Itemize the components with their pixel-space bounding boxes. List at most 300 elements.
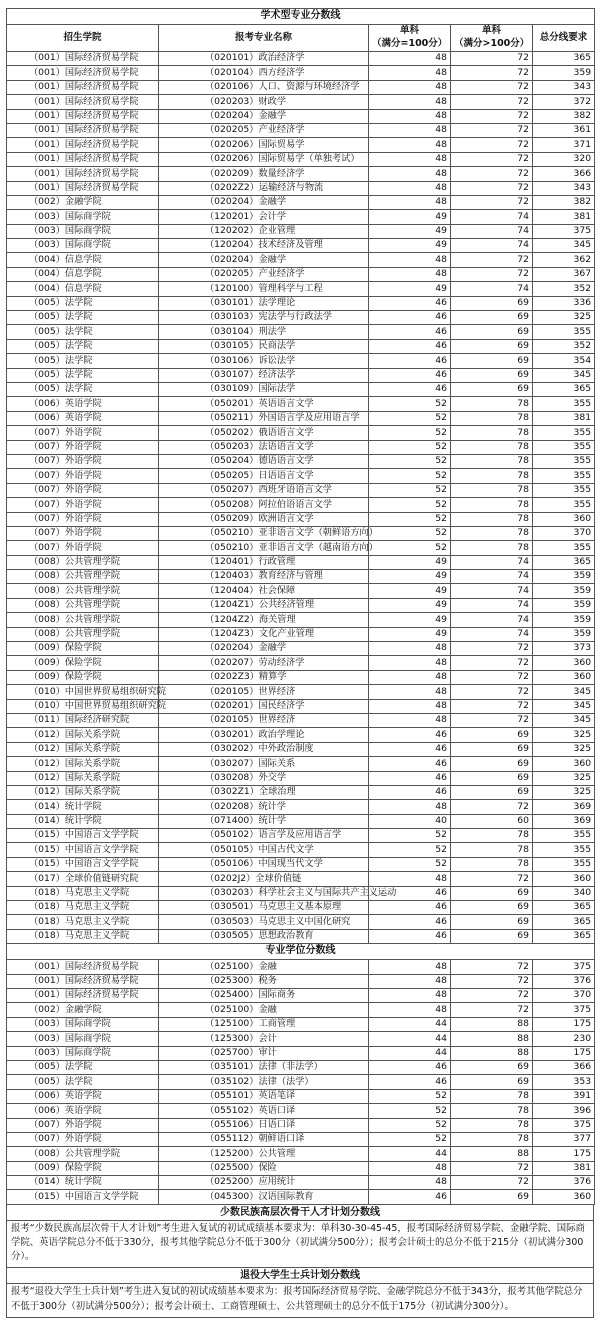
single-over-100-cell: 72 [451,1161,533,1175]
table-row [7,426,595,440]
major-cell: （020209）数量经济学 [159,167,369,181]
school-cell: （008）公共管理学院 [7,1147,159,1161]
table-row [7,152,595,166]
table-row [7,613,595,627]
table-row [7,440,595,454]
single-over-100-cell: 72 [451,181,533,195]
single-100-cell: 46 [369,339,451,353]
table-row [7,598,595,612]
single-100-cell: 48 [369,800,451,814]
total-cell: 175 [533,1017,595,1031]
single-100-cell: 52 [369,483,451,497]
single-over-100-cell: 74 [451,224,533,238]
single-over-100-cell: 69 [451,1075,533,1089]
single-100-cell: 49 [369,239,451,253]
total-cell: 359 [533,613,595,627]
table-row [7,138,595,152]
major-cell: （0302Z1）全球治理 [159,785,369,799]
single-over-100-cell: 72 [451,138,533,152]
total-cell: 382 [533,195,595,209]
total-cell: 355 [533,829,595,843]
total-cell: 365 [533,382,595,396]
school-cell: （010）中国世界贸易组织研究院 [7,699,159,713]
single-over-100-cell: 72 [451,195,533,209]
major-cell: （020204）金融学 [159,195,369,209]
major-cell: （050204）德语语言文学 [159,454,369,468]
single-100-cell: 49 [369,282,451,296]
single-over-100-cell: 78 [451,469,533,483]
single-over-100-cell: 74 [451,598,533,612]
total-cell: 325 [533,742,595,756]
single-100-cell: 40 [369,814,451,828]
major-cell: （045300）汉语国际教育 [159,1190,369,1204]
single-over-100-cell: 72 [451,960,533,974]
table-row [7,570,595,584]
single-100-cell: 52 [369,1132,451,1146]
single-100-cell: 52 [369,426,451,440]
table-row [7,685,595,699]
school-cell: （007）外语学院 [7,512,159,526]
table-row [7,52,595,66]
single-over-100-cell: 78 [451,512,533,526]
single-100-cell: 49 [369,584,451,598]
major-cell: （120201）会计学 [159,210,369,224]
total-cell: 359 [533,627,595,641]
table-row [7,555,595,569]
single-100-cell: 48 [369,872,451,886]
single-over-100-cell: 69 [451,785,533,799]
major-cell: （025700）审计 [159,1046,369,1060]
table-row [7,80,595,94]
major-cell: （030101）法学理论 [159,296,369,310]
table-row [7,1017,595,1031]
header-major: 报考专业名称 [159,25,369,52]
school-cell: （008）公共管理学院 [7,555,159,569]
single-over-100-cell: 74 [451,627,533,641]
total-cell: 355 [533,483,595,497]
single-over-100-cell: 72 [451,670,533,684]
major-cell: （071400）统计学 [159,814,369,828]
header-single-100-bottom: （满分=100分） [372,38,448,49]
total-cell: 369 [533,800,595,814]
table-row [7,670,595,684]
score-document [6,0,594,1318]
total-cell: 354 [533,354,595,368]
single-100-cell: 48 [369,167,451,181]
total-cell: 366 [533,167,595,181]
school-cell: （003）国际商学院 [7,224,159,238]
table-row [7,1118,595,1132]
score-table [6,8,595,1205]
school-cell: （001）国际经济贸易学院 [7,960,159,974]
total-cell: 325 [533,728,595,742]
academic-section-title: 学术型专业分数线 [7,9,595,25]
table-row [7,929,595,943]
single-over-100-cell: 69 [451,757,533,771]
single-over-100-cell: 69 [451,311,533,325]
single-100-cell: 52 [369,397,451,411]
total-cell: 345 [533,239,595,253]
single-over-100-cell: 69 [451,1190,533,1204]
school-cell: （009）保险学院 [7,1161,159,1175]
single-100-cell: 44 [369,1147,451,1161]
total-cell: 355 [533,857,595,871]
single-100-cell: 49 [369,570,451,584]
single-over-100-cell: 88 [451,1147,533,1161]
school-cell: （007）外语学院 [7,526,159,540]
major-cell: （125300）会计 [159,1032,369,1046]
single-over-100-cell: 72 [451,152,533,166]
major-cell: （055106）日语口译 [159,1118,369,1132]
single-over-100-cell: 72 [451,656,533,670]
school-cell: （015）中国语言文学学院 [7,857,159,871]
table-row [7,1003,595,1017]
single-100-cell: 46 [369,886,451,900]
major-cell: （030208）外交学 [159,771,369,785]
single-over-100-cell: 72 [451,989,533,1003]
header-row [7,25,595,52]
minority-section-title: 少数民族高层次骨干人才计划分数线 [6,1205,594,1221]
table-row [7,195,595,209]
total-cell: 345 [533,713,595,727]
table-row [7,1032,595,1046]
total-cell: 367 [533,267,595,281]
total-cell: 360 [533,656,595,670]
single-over-100-cell: 69 [451,339,533,353]
single-over-100-cell: 72 [451,123,533,137]
total-cell: 355 [533,541,595,555]
single-100-cell: 46 [369,1075,451,1089]
table-row [7,1060,595,1074]
table-row [7,974,595,988]
school-cell: （008）公共管理学院 [7,627,159,641]
total-cell: 345 [533,368,595,382]
single-over-100-cell: 74 [451,570,533,584]
major-cell: （020206）国际贸易学 [159,138,369,152]
total-cell: 369 [533,814,595,828]
table-row [7,915,595,929]
table-row [7,989,595,1003]
single-over-100-cell: 78 [451,541,533,555]
school-cell: （018）马克思主义学院 [7,886,159,900]
school-cell: （001）国际经济贸易学院 [7,109,159,123]
school-cell: （006）英语学院 [7,397,159,411]
table-row [7,411,595,425]
table-row [7,757,595,771]
major-cell: （035101）法律（非法学） [159,1060,369,1074]
major-cell: （030105）民商法学 [159,339,369,353]
school-cell: （002）金融学院 [7,195,159,209]
single-over-100-cell: 69 [451,296,533,310]
single-100-cell: 46 [369,785,451,799]
single-over-100-cell: 78 [451,526,533,540]
header-school: 招生学院 [7,25,159,52]
table-row [7,584,595,598]
single-100-cell: 46 [369,325,451,339]
school-cell: （007）外语学院 [7,1132,159,1146]
table-row [7,785,595,799]
major-cell: （055102）英语口译 [159,1104,369,1118]
total-cell: 376 [533,974,595,988]
school-cell: （009）保险学院 [7,642,159,656]
single-over-100-cell: 72 [451,253,533,267]
total-cell: 375 [533,224,595,238]
single-100-cell: 52 [369,1104,451,1118]
single-100-cell: 48 [369,138,451,152]
school-cell: （015）中国语言文学学院 [7,829,159,843]
single-100-cell: 44 [369,1017,451,1031]
table-row [7,843,595,857]
single-over-100-cell: 78 [451,397,533,411]
single-over-100-cell: 72 [451,974,533,988]
major-cell: （030202）中外政治制度 [159,742,369,756]
school-cell: （004）信息学院 [7,282,159,296]
total-cell: 375 [533,1003,595,1017]
table-row [7,239,595,253]
school-cell: （008）公共管理学院 [7,598,159,612]
school-cell: （012）国际关系学院 [7,757,159,771]
table-row [7,339,595,353]
minority-note: 报考“少数民族高层次骨干人才计划”考生进入复试的初试成绩基本要求为：单科30-30-45-45，报考国际经济贸易学院、金融学院、国际商学院、英语学院总分不低于330分，报考其他学院总分不低于300分（初试满分500分）；报考会计硕士的总分不低于215分（初试满分300分）。 [6,1221,594,1269]
single-100-cell: 52 [369,440,451,454]
single-100-cell: 52 [369,843,451,857]
major-cell: （030207）国际关系 [159,757,369,771]
table-row [7,210,595,224]
table-row [7,267,595,281]
single-100-cell: 48 [369,52,451,66]
table-row [7,713,595,727]
single-over-100-cell: 72 [451,800,533,814]
major-cell: （1204Z2）海关管理 [159,613,369,627]
major-cell: （030107）经济法学 [159,368,369,382]
single-over-100-cell: 69 [451,368,533,382]
table-row [7,66,595,80]
school-cell: （007）外语学院 [7,541,159,555]
total-cell: 355 [533,426,595,440]
header-single-100-top: 单科 [399,25,419,37]
table-row [7,1147,595,1161]
single-100-cell: 52 [369,1089,451,1103]
total-cell: 361 [533,123,595,137]
single-over-100-cell: 78 [451,454,533,468]
major-cell: （030109）国际法学 [159,382,369,396]
total-cell: 360 [533,670,595,684]
total-cell: 320 [533,152,595,166]
school-cell: （001）国际经济贸易学院 [7,974,159,988]
school-cell: （002）金融学院 [7,1003,159,1017]
single-over-100-cell: 78 [451,1132,533,1146]
school-cell: （008）公共管理学院 [7,613,159,627]
school-cell: （001）国际经济贸易学院 [7,152,159,166]
table-row [7,95,595,109]
major-cell: （050211）外国语言学及应用语言学 [159,411,369,425]
total-cell: 325 [533,311,595,325]
table-row [7,800,595,814]
table-row [7,1089,595,1103]
total-cell: 396 [533,1104,595,1118]
table-row [7,109,595,123]
school-cell: （005）法学院 [7,311,159,325]
major-cell: （030106）诉讼法学 [159,354,369,368]
major-cell: （050210）亚非语言文学（朝鲜语方向） [159,526,369,540]
major-cell: （035102）法律（法学） [159,1075,369,1089]
total-cell: 360 [533,872,595,886]
single-over-100-cell: 78 [451,857,533,871]
school-cell: （007）外语学院 [7,469,159,483]
single-100-cell: 46 [369,368,451,382]
single-100-cell: 52 [369,1118,451,1132]
total-cell: 377 [533,1132,595,1146]
table-row [7,483,595,497]
total-cell: 353 [533,1075,595,1089]
school-cell: （005）法学院 [7,325,159,339]
table-row [7,296,595,310]
total-cell: 343 [533,181,595,195]
major-cell: （055112）朝鲜语口译 [159,1132,369,1146]
single-100-cell: 46 [369,771,451,785]
single-over-100-cell: 72 [451,642,533,656]
table-row [7,1046,595,1060]
single-100-cell: 48 [369,642,451,656]
total-cell: 352 [533,282,595,296]
table-row [7,311,595,325]
table-row [7,498,595,512]
major-cell: （020205）产业经济学 [159,123,369,137]
single-over-100-cell: 69 [451,1060,533,1074]
single-100-cell: 48 [369,989,451,1003]
total-cell: 359 [533,66,595,80]
table-row [7,167,595,181]
school-cell: （004）信息学院 [7,253,159,267]
single-over-100-cell: 72 [451,109,533,123]
single-100-cell: 52 [369,454,451,468]
major-cell: （050209）欧洲语言文学 [159,512,369,526]
header-single-over-100-bottom: （满分>100分） [454,38,530,49]
total-cell: 355 [533,498,595,512]
total-cell: 360 [533,757,595,771]
single-over-100-cell: 88 [451,1046,533,1060]
single-over-100-cell: 72 [451,713,533,727]
school-cell: （004）信息学院 [7,267,159,281]
major-cell: （0202Z2）运输经济与物流 [159,181,369,195]
table-row [7,642,595,656]
single-100-cell: 46 [369,296,451,310]
single-100-cell: 44 [369,1032,451,1046]
school-cell: （018）马克思主义学院 [7,901,159,915]
major-cell: （050207）西班牙语语言文学 [159,483,369,497]
table-row [7,699,595,713]
single-over-100-cell: 74 [451,210,533,224]
school-cell: （012）国际关系学院 [7,728,159,742]
single-100-cell: 52 [369,469,451,483]
single-100-cell: 48 [369,1176,451,1190]
major-cell: （050208）阿拉伯语语言文学 [159,498,369,512]
total-cell: 355 [533,454,595,468]
major-cell: （020207）劳动经济学 [159,656,369,670]
school-cell: （014）统计学院 [7,814,159,828]
total-cell: 371 [533,138,595,152]
major-cell: （020105）世界经济 [159,713,369,727]
total-cell: 365 [533,555,595,569]
major-cell: （030104）刑法学 [159,325,369,339]
total-cell: 365 [533,929,595,943]
table-row [7,397,595,411]
school-cell: （005）法学院 [7,296,159,310]
school-cell: （001）国际经济贸易学院 [7,167,159,181]
table-row [7,1104,595,1118]
single-over-100-cell: 72 [451,52,533,66]
school-cell: （001）国际经济贸易学院 [7,80,159,94]
school-cell: （018）马克思主义学院 [7,929,159,943]
single-over-100-cell: 78 [451,1118,533,1132]
school-cell: （001）国际经济贸易学院 [7,989,159,1003]
single-over-100-cell: 74 [451,555,533,569]
single-100-cell: 48 [369,699,451,713]
total-cell: 355 [533,469,595,483]
total-cell: 359 [533,598,595,612]
school-cell: （014）统计学院 [7,1176,159,1190]
single-100-cell: 46 [369,382,451,396]
professional-title-row [7,944,595,960]
school-cell: （006）英语学院 [7,1104,159,1118]
single-100-cell: 52 [369,829,451,843]
school-cell: （018）马克思主义学院 [7,915,159,929]
total-cell: 375 [533,1118,595,1132]
single-over-100-cell: 78 [451,829,533,843]
single-100-cell: 48 [369,960,451,974]
table-row [7,728,595,742]
single-over-100-cell: 88 [451,1032,533,1046]
total-cell: 360 [533,512,595,526]
major-cell: （1204Z1）公共经济管理 [159,598,369,612]
total-cell: 355 [533,397,595,411]
single-100-cell: 52 [369,857,451,871]
single-100-cell: 48 [369,109,451,123]
major-cell: （050202）俄语语言文学 [159,426,369,440]
table-row [7,1075,595,1089]
total-cell: 230 [533,1032,595,1046]
single-over-100-cell: 69 [451,915,533,929]
major-cell: （125100）工商管理 [159,1017,369,1031]
table-row [7,742,595,756]
school-cell: （001）国际经济贸易学院 [7,181,159,195]
major-cell: （020208）统计学 [159,800,369,814]
single-over-100-cell: 78 [451,483,533,497]
single-over-100-cell: 69 [451,901,533,915]
table-row [7,872,595,886]
single-100-cell: 48 [369,95,451,109]
major-cell: （050201）英语语言文学 [159,397,369,411]
single-100-cell: 46 [369,354,451,368]
total-cell: 345 [533,685,595,699]
total-cell: 376 [533,1176,595,1190]
single-over-100-cell: 72 [451,1003,533,1017]
school-cell: （015）中国语言文学学院 [7,843,159,857]
single-over-100-cell: 78 [451,1089,533,1103]
single-100-cell: 48 [369,152,451,166]
total-cell: 325 [533,771,595,785]
single-100-cell: 46 [369,742,451,756]
table-row [7,526,595,540]
academic-title-row [7,9,595,25]
single-over-100-cell: 72 [451,872,533,886]
major-cell: （020204）金融学 [159,253,369,267]
single-100-cell: 48 [369,1003,451,1017]
major-cell: （025100）金融 [159,1003,369,1017]
school-cell: （007）外语学院 [7,426,159,440]
major-cell: （120401）行政管理 [159,555,369,569]
school-cell: （007）外语学院 [7,454,159,468]
